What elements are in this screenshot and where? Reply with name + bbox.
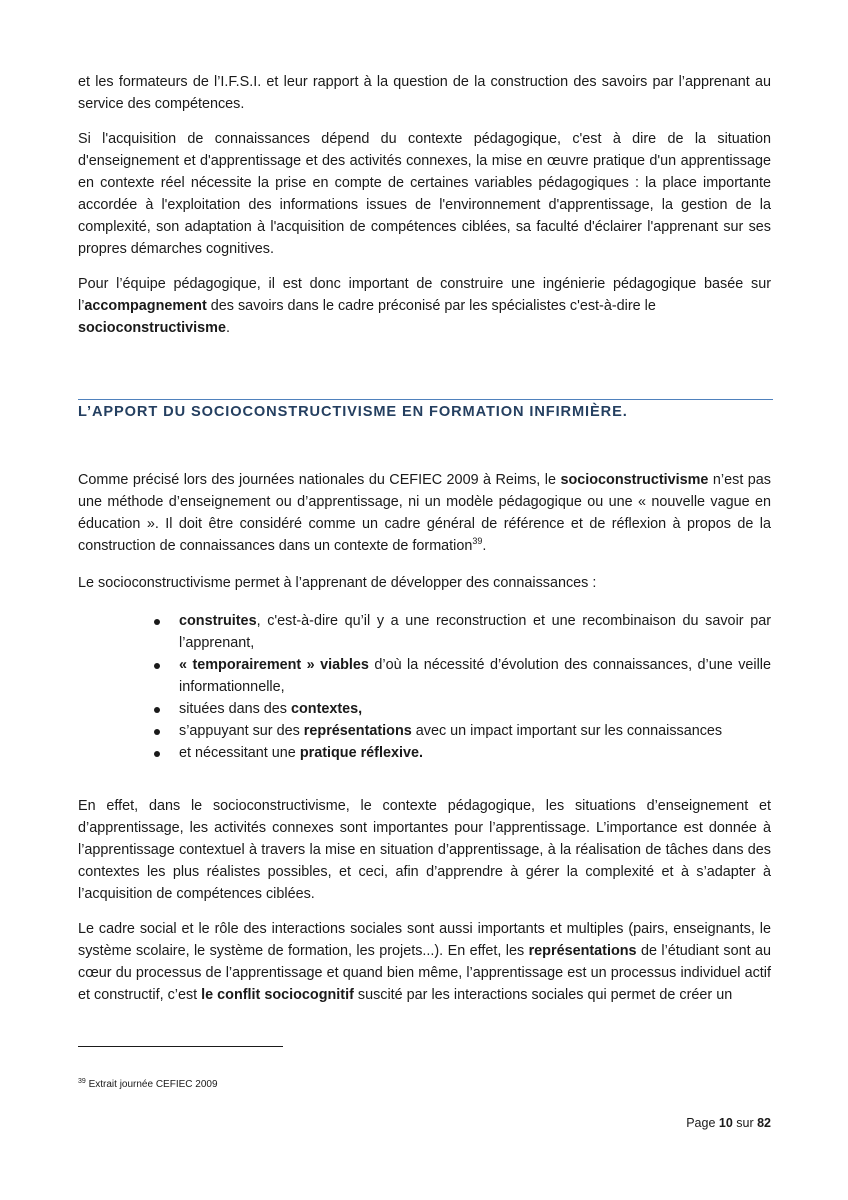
paragraph-cefiec: [78, 469, 771, 557]
paragraph-text: Si l'acquisition de connaissances dépend du contexte pédagogique, c'est à dire de la situation d'enseignement et d'apprentissage et des activités connexes, la mise en œuvre pratique d'un apprentissage en contexte réel nécessite la prise en compte de certaines variables pédagogiques : la place importante accordée à l'exploitation des informations issues de l'environnement d'apprentissage, la gestion de la complexité, son adaptation à l'acquisition de compétences ciblées, sa faculté d'éclairer l'apprenant sur ses propres démarches cognitives.: [78, 131, 771, 257]
bold-term: construites: [179, 613, 257, 629]
current-page: 10: [718, 1116, 733, 1130]
bullet-icon: [154, 619, 160, 625]
paragraph-social-framework: [78, 918, 771, 1006]
paragraph-text: .: [225, 320, 230, 336]
list-item: [78, 742, 771, 764]
page-separator: sur: [732, 1116, 758, 1130]
paragraph-list-intro: [78, 572, 771, 594]
bullet-list: [78, 610, 771, 764]
list-item-text: avec un impact important sur les connaissances: [411, 723, 723, 739]
bullet-icon: [154, 707, 160, 713]
list-item-text: et nécessitant une: [179, 745, 300, 761]
total-pages: 82: [757, 1116, 771, 1130]
paragraph-context-importance: [78, 795, 771, 905]
paragraph-pedagogical-context: [78, 128, 771, 260]
bold-term: pratique réflexive.: [299, 745, 423, 761]
list-item: [78, 698, 771, 720]
bullet-icon: [154, 729, 160, 735]
paragraph-text: et les formateurs de l’I.F.S.I. et leur rapport à la question de la construction des savoirs par l’apprenant au service des compétences.: [78, 74, 771, 112]
page-number: [686, 1116, 771, 1130]
paragraph-text: suscité par les interactions sociales qui permet de créer un: [353, 987, 733, 1003]
paragraph-text: des savoirs dans le cadre préconisé par les spécialistes c'est-à-dire le: [206, 298, 656, 314]
footnote-number: 39: [78, 1078, 86, 1085]
paragraph-pedagogical-team: [78, 273, 771, 339]
page-label: Page: [686, 1116, 719, 1130]
bold-term: représentations: [303, 723, 412, 739]
section-heading: L’APPORT DU SOCIOCONSTRUCTIVISME EN FORMATION INFIRMIÈRE.: [78, 404, 628, 420]
list-item: [78, 610, 771, 654]
bold-term: contextes,: [291, 701, 363, 717]
footnote-text: Extrait journée CEFIEC 2009: [85, 1079, 218, 1090]
paragraph-text: Comme précisé lors des journées nationales du CEFIEC 2009 à Reims, le: [78, 472, 561, 488]
list-item-text: , c'est-à-dire qu’il y a une reconstruction et une recombinaison du savoir par l’apprenant,: [179, 613, 771, 651]
bold-term: représentations: [528, 943, 637, 959]
bold-term: « temporairement » viables: [179, 657, 369, 673]
paragraph-text: n’est pas une méthode d’enseignement ou d’apprentissage, ni un modèle pédagogique ou une « nouvelle vague en éducation ». Il doit être considéré comme un cadre général de référence et de réflexion à propos de la construction de connaissances dans un contexte de formation: [78, 472, 771, 554]
paragraph-text: Le cadre social et le rôle des interactions sociales sont aussi importants et multiples (pairs, enseignants, le système scolaire, le système de formation, les projets...). En effet, les: [78, 921, 771, 959]
bold-term: socioconstructivisme: [560, 472, 709, 488]
heading-rule: [78, 399, 773, 400]
bold-term: accompagnement: [84, 298, 207, 314]
bullet-icon: [154, 751, 160, 757]
paragraph-text: En effet, dans le socioconstructivisme, le contexte pédagogique, les situations d’enseignement et d’apprentissage, les activités connexes sont importantes pour l’apprentissage. L’importance est donnée à l’apprentissage contextuel à travers la mise en situation d’apprentissage, à la réalisation de tâches dans des contextes les plus réalistes possibles, et ceci, afin d’apprendre à gérer la complexité et à s’adapter à l’acquisition de compétences ciblées.: [78, 798, 771, 902]
list-item-text: d’où la nécessité d’évolution des connaissances, d’une veille informationnelle,: [179, 657, 771, 695]
paragraph-text: .: [482, 538, 487, 554]
paragraph-intro-continuation: [78, 71, 771, 115]
paragraph-text: Pour l’équipe pédagogique, il est donc important de construire une ingénierie pédagogique basée sur l’: [78, 276, 771, 314]
list-item-text: situées dans des: [179, 701, 291, 717]
footnote-separator: [78, 1046, 283, 1047]
list-item: [78, 720, 771, 742]
paragraph-text: Le socioconstructivisme permet à l’apprenant de développer des connaissances :: [78, 575, 597, 591]
footnote-reference[interactable]: 39: [472, 536, 483, 546]
bold-term: socioconstructivisme: [78, 320, 226, 336]
list-item: [78, 654, 771, 698]
bullet-icon: [154, 663, 160, 669]
paragraph-text: de l’étudiant sont au cœur du processus de l’apprentissage et quand bien même, l’apprentissage est un processus individuel actif et constructif, c’est: [78, 943, 772, 1003]
list-item-text: s’appuyant sur des: [179, 723, 304, 739]
bold-term: le conflit sociocognitif: [201, 987, 354, 1003]
footnote: [78, 1078, 218, 1091]
